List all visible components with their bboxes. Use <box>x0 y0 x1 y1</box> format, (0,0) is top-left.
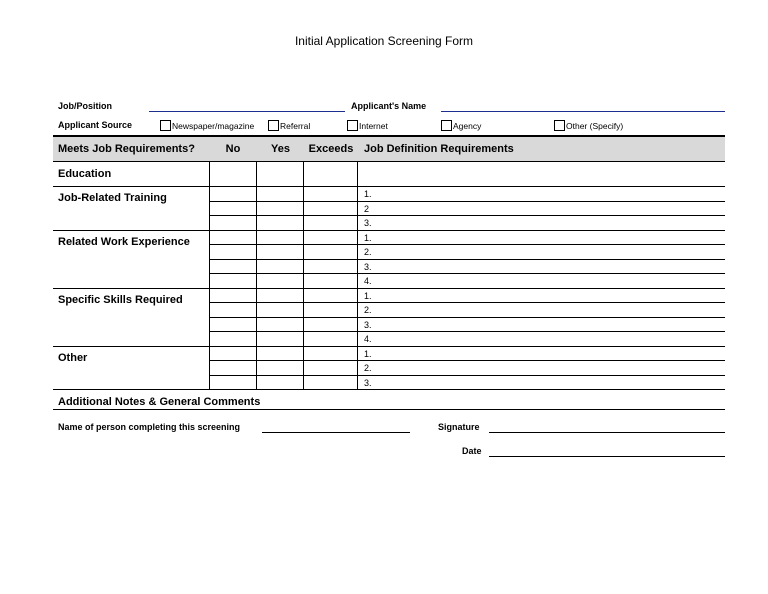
column-divider <box>256 346 257 390</box>
source-other-checkbox[interactable] <box>554 120 623 132</box>
source-agency-label: Agency <box>453 121 482 131</box>
checkbox-icon <box>347 120 358 131</box>
header-job-definition: Job Definition Requirements <box>364 143 514 155</box>
row-divider <box>209 259 725 260</box>
date-label: Date <box>462 446 482 456</box>
header-meets-requirements: Meets Job Requirements? <box>58 143 195 155</box>
row-divider <box>209 375 725 376</box>
form-title: Initial Application Screening Form <box>294 34 474 48</box>
signature-field[interactable] <box>489 432 725 433</box>
section-divider <box>53 346 725 347</box>
requirement-number: 3. <box>364 218 372 228</box>
requirement-number: 1. <box>364 232 372 243</box>
checkbox-icon <box>554 120 565 131</box>
requirement-number: 4. <box>364 334 372 344</box>
notes-divider <box>53 409 725 410</box>
row-divider <box>209 360 725 361</box>
column-divider <box>303 346 304 390</box>
source-newspaper-label: Newspaper/magazine <box>172 121 255 131</box>
date-field[interactable] <box>489 456 725 457</box>
checkbox-icon <box>268 120 279 131</box>
section-divider <box>53 389 725 390</box>
column-divider <box>357 162 358 186</box>
row-divider <box>209 201 725 202</box>
source-internet-label: Internet <box>359 121 388 131</box>
section-divider <box>53 186 725 187</box>
signature-label: Signature <box>438 422 480 432</box>
column-divider <box>303 162 304 186</box>
source-newspaper-checkbox[interactable] <box>160 120 254 132</box>
table-header <box>53 135 725 162</box>
section-divider <box>53 230 725 231</box>
person-completing-label: Name of person completing this screening <box>58 422 241 432</box>
column-divider <box>209 346 210 390</box>
header-yes: Yes <box>271 143 290 155</box>
section-label: Job-Related Training <box>58 192 167 204</box>
requirement-number: 1. <box>364 290 372 301</box>
requirement-number: 1. <box>364 348 372 359</box>
source-internet-checkbox[interactable] <box>347 120 388 132</box>
job-position-field[interactable] <box>149 111 345 112</box>
column-divider <box>209 162 210 186</box>
column-divider <box>357 186 358 230</box>
requirement-number: 4. <box>364 276 372 286</box>
source-referral-label: Referral <box>280 121 311 131</box>
requirement-number: 3. <box>364 377 372 388</box>
source-other-label: Other (Specify) <box>566 121 624 131</box>
person-completing-field[interactable] <box>262 432 410 433</box>
header-exceeds: Exceeds <box>308 143 354 155</box>
checkbox-icon <box>160 120 171 131</box>
applicant-name-field[interactable] <box>441 111 725 112</box>
column-divider <box>256 186 257 230</box>
section-label: Specific Skills Required <box>58 293 183 306</box>
requirement-number: 2 <box>364 203 370 214</box>
requirement-number: 2. <box>364 247 372 257</box>
section-divider <box>53 288 725 289</box>
source-agency-checkbox[interactable] <box>441 120 481 132</box>
column-divider <box>256 162 257 186</box>
section-label: Education <box>58 168 112 180</box>
column-divider <box>209 186 210 230</box>
row-divider <box>209 317 725 318</box>
checkbox-icon <box>441 120 452 131</box>
applicant-name-label: Applicant's Name <box>351 101 427 111</box>
row-divider <box>209 273 725 274</box>
requirement-number: 2. <box>364 305 372 315</box>
requirement-number: 3. <box>364 319 372 330</box>
row-divider <box>209 331 725 332</box>
additional-notes-label: Additional Notes & General Comments <box>58 396 261 408</box>
header-no: No <box>225 143 241 155</box>
row-divider <box>209 302 725 303</box>
requirement-number: 2. <box>364 363 372 373</box>
requirement-number: 3. <box>364 261 372 272</box>
column-divider <box>357 346 358 390</box>
row-divider <box>209 244 725 245</box>
applicant-source-label: Applicant Source <box>58 120 133 130</box>
row-divider <box>209 215 725 216</box>
job-position-label: Job/Position <box>58 101 112 111</box>
column-divider <box>303 186 304 230</box>
requirement-number: 1. <box>364 189 372 199</box>
source-referral-checkbox[interactable] <box>268 120 310 132</box>
section-label: Related Work Experience <box>58 235 190 248</box>
section-label: Other <box>58 351 88 364</box>
